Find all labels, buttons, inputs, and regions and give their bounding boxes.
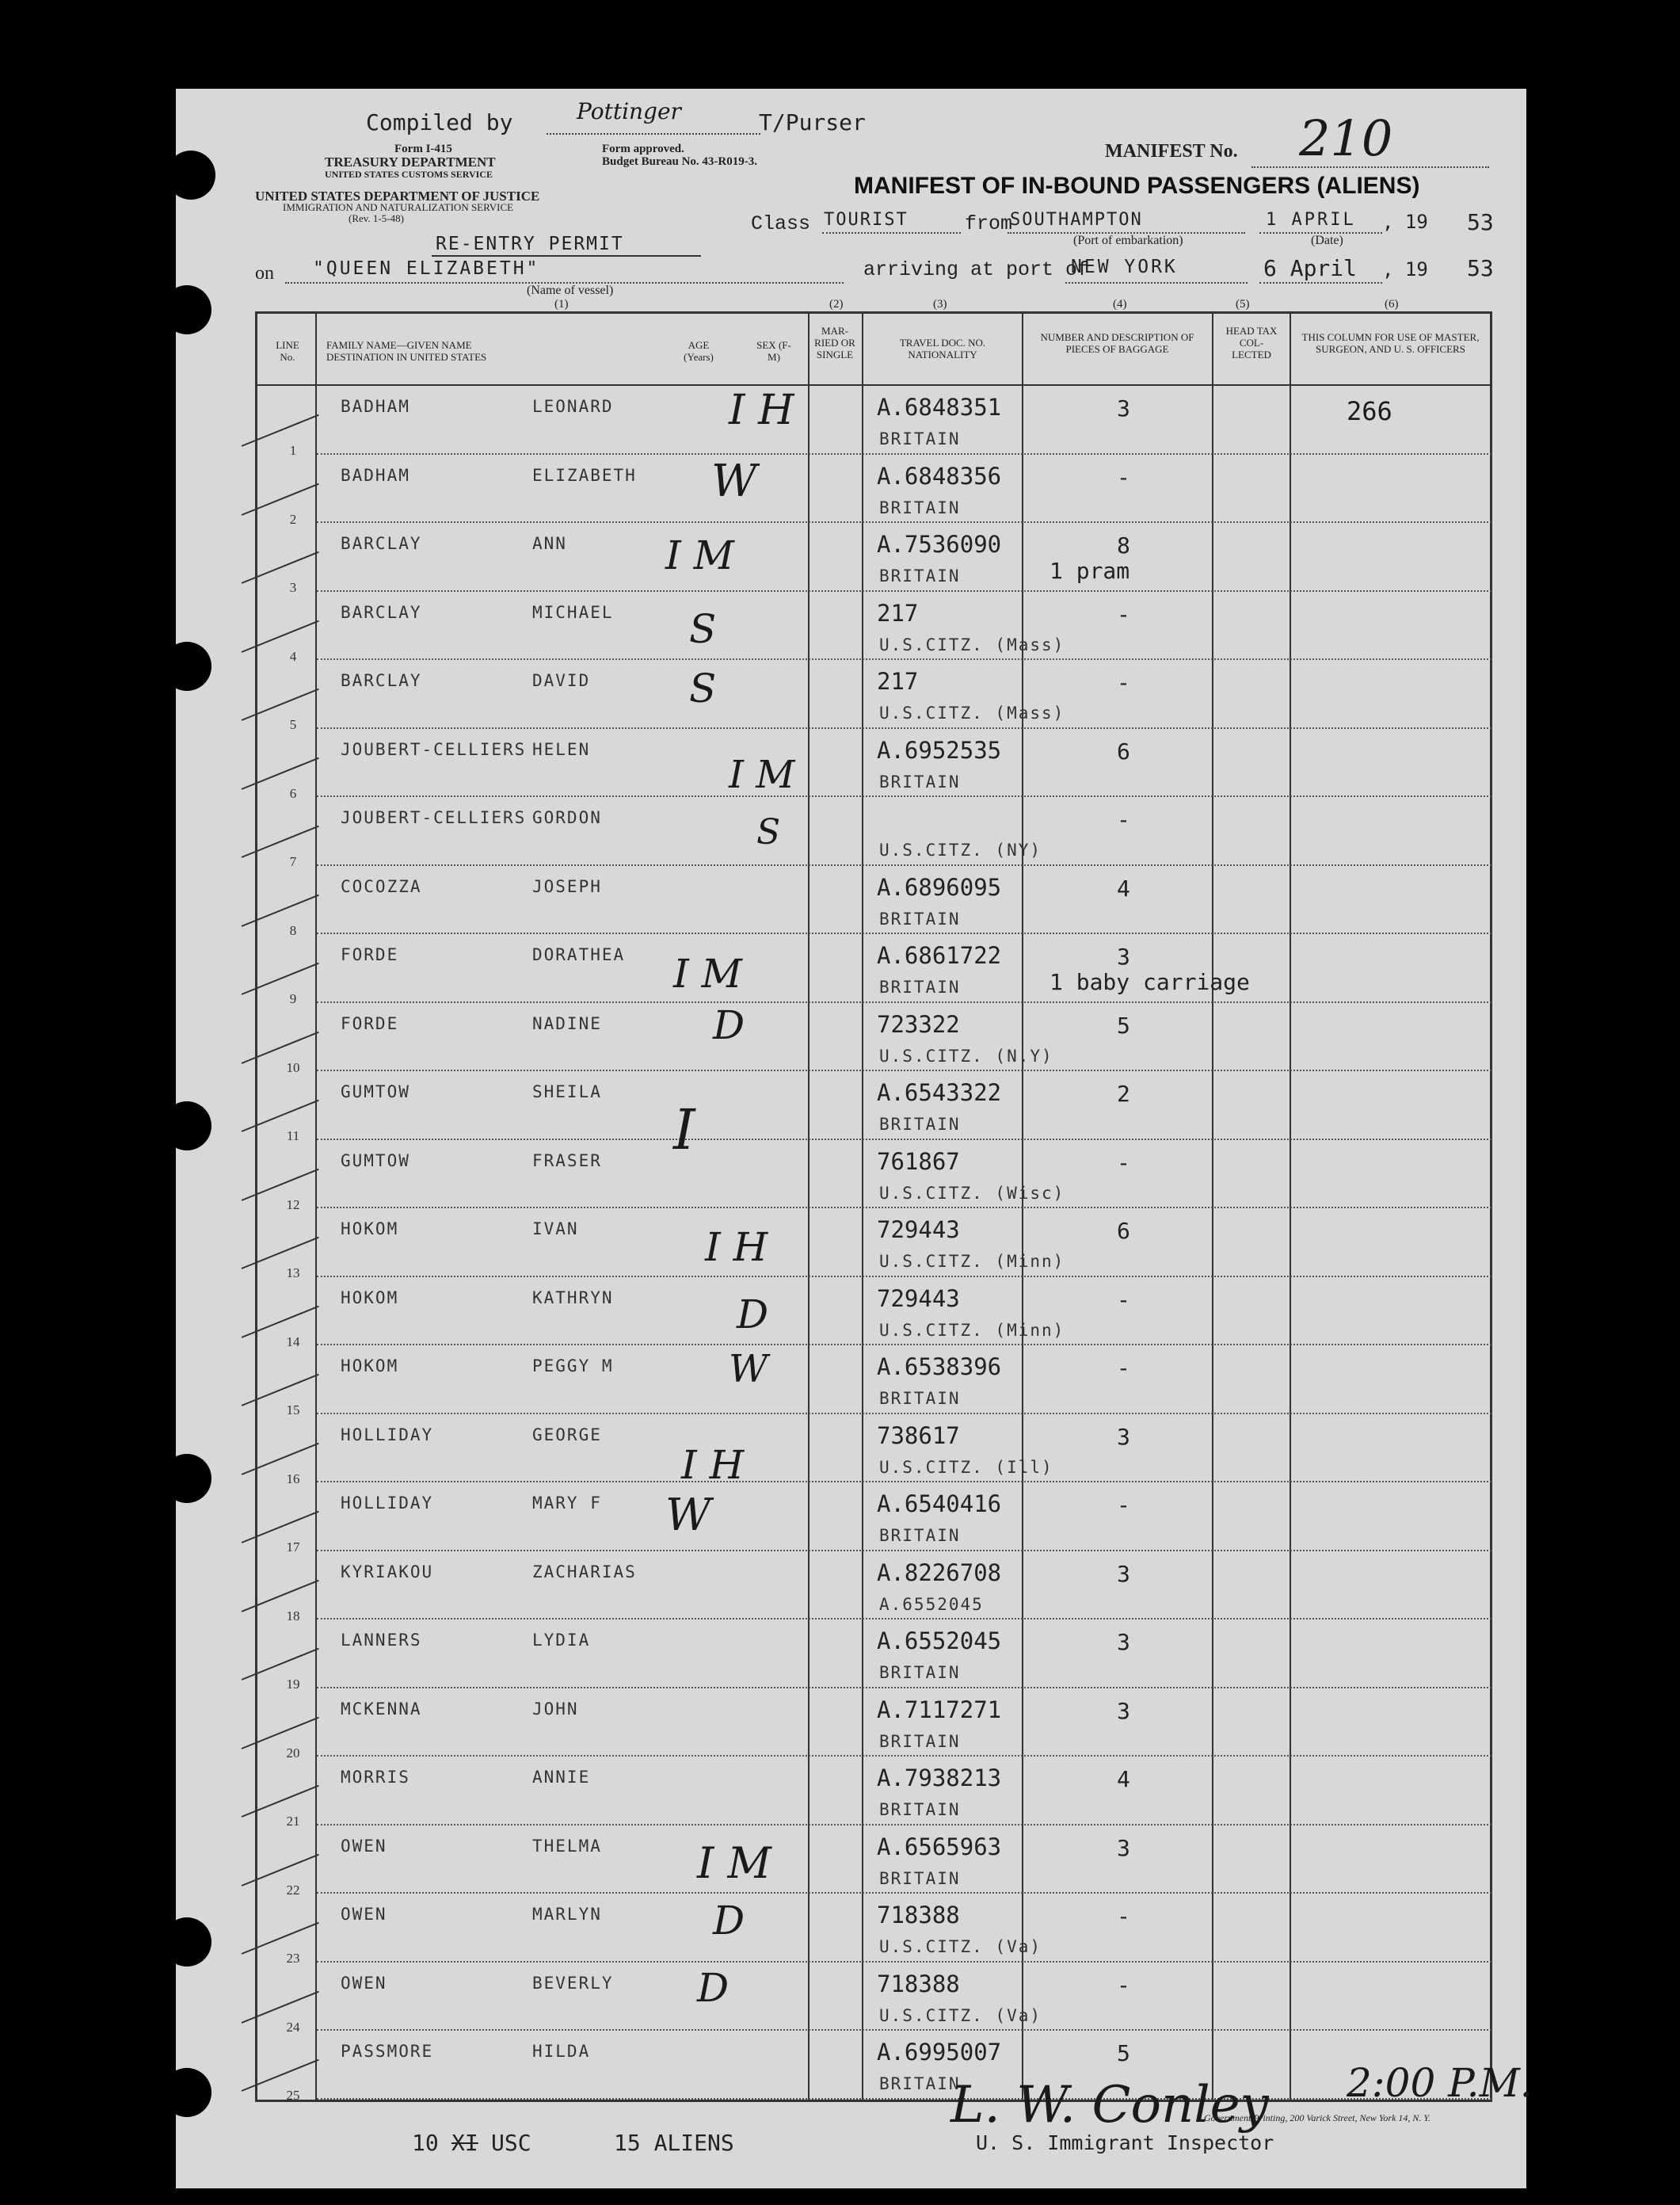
nationality: BRITAIN [879, 772, 961, 792]
embark-year-prefix: , 19 [1382, 211, 1428, 233]
compiled-by-line [547, 133, 760, 135]
given-name: LEONARD [532, 397, 614, 416]
compiled-role: T/Purser [759, 109, 866, 135]
col-header-baggage: NUMBER AND DESCRIPTION OF PIECES OF BAGGAGE [1040, 331, 1194, 355]
baggage-count: - [1117, 464, 1130, 490]
class-label: Class [751, 212, 811, 235]
reentry-permit: RE-ENTRY PERMIT [436, 234, 624, 254]
line-number: 23 [286, 1951, 300, 1966]
row-divider [317, 727, 1491, 729]
nationality: BRITAIN [879, 1663, 961, 1682]
table-bottom-border [255, 2100, 1492, 2102]
row-divider [317, 933, 1491, 934]
nationality: BRITAIN [879, 1389, 961, 1408]
nationality: U.S.CITZ. (Mass) [879, 635, 1065, 654]
family-name: BARCLAY [341, 602, 422, 622]
baggage-count: 3 [1117, 1697, 1130, 1724]
nationality: BRITAIN [879, 567, 961, 586]
travel-doc-no: 761867 [877, 1147, 960, 1175]
given-name: SHEILA [532, 1082, 602, 1101]
given-name: MARY F [532, 1494, 602, 1513]
arrival-date: 6 April [1263, 255, 1358, 281]
mark-owen-d1: D [713, 1898, 745, 1944]
travel-doc-no: A.6896095 [877, 873, 1002, 901]
travel-doc-no: A.6861722 [877, 942, 1002, 969]
baggage-count: 4 [1117, 1766, 1130, 1792]
line-number: 18 [286, 1608, 300, 1623]
family-name: GUMTOW [341, 1150, 410, 1170]
inspection-time: 2:00 P.M. [1347, 2060, 1533, 2106]
mark-forde-m: I M [673, 951, 742, 997]
nationality: U.S.CITZ. (NY) [879, 841, 1042, 860]
travel-doc-no: 217 [877, 668, 919, 695]
family-name: MORRIS [341, 1768, 410, 1787]
given-name: HELEN [532, 739, 591, 759]
col-header-travel: TRAVEL DOC. NO. NATIONALITY [899, 337, 986, 361]
line-number: 10 [286, 1059, 300, 1075]
baggage-count: 5 [1117, 1012, 1130, 1039]
baggage-count: - [1117, 601, 1130, 628]
budget-bureau: Budget Bureau No. 43-R019-3. [602, 155, 757, 168]
usc-count: 10 [412, 2130, 439, 2156]
baggage-count: - [1117, 1286, 1130, 1313]
nationality: BRITAIN [879, 978, 961, 997]
punch-hole [162, 1101, 211, 1150]
col-header-line: LINE No. [276, 339, 299, 363]
nationality: U.S.CITZ. (N.Y) [879, 1046, 1053, 1066]
col-header-age: AGE (Years) [684, 339, 714, 363]
baggage-count: 3 [1117, 944, 1130, 970]
baggage-description: 1 pram [1050, 558, 1130, 584]
baggage-count: 8 [1117, 532, 1130, 559]
ins-name: IMMIGRATION AND NATURALIZATION SERVICE [283, 201, 514, 213]
baggage-count: 4 [1117, 875, 1130, 902]
family-name: GUMTOW [341, 1082, 410, 1101]
page-title: MANIFEST OF IN-BOUND PASSENGERS (ALIENS) [854, 173, 1420, 199]
baggage-count: 6 [1117, 1218, 1130, 1244]
travel-doc-no: 718388 [877, 1970, 960, 1997]
travel-doc-no: 718388 [877, 1902, 960, 1928]
row-divider [317, 453, 1491, 455]
mark-gumtow-i: I [673, 1097, 695, 1162]
arriving-label: arriving at port of [863, 258, 1090, 281]
line-number: 9 [289, 991, 297, 1006]
form-approved: Form approved. [602, 143, 684, 155]
col-number-4: (4) [1113, 298, 1127, 311]
baggage-count: 3 [1117, 1423, 1130, 1450]
given-name: IVAN [532, 1219, 579, 1238]
family-name: MCKENNA [341, 1699, 422, 1719]
travel-doc-no: 217 [877, 599, 919, 627]
row-divider [317, 1824, 1491, 1825]
col-header-headtax: HEAD TAX COL-LECTED [1225, 325, 1278, 361]
baggage-count: - [1117, 1903, 1130, 1929]
usc-label: USC [491, 2130, 531, 2156]
row-divider [317, 1139, 1491, 1140]
line-number: 11 [286, 1128, 300, 1143]
embark-date: 1 APRIL [1266, 210, 1356, 230]
family-name: HOKOM [341, 1219, 399, 1238]
arrival-year-prefix: , 19 [1382, 258, 1428, 280]
mark-holliday-w: W [665, 1490, 711, 1541]
family-name: OWEN [341, 1836, 387, 1856]
family-name: OWEN [341, 1973, 387, 1993]
rev-date: (Rev. 1-5-48) [349, 212, 404, 224]
nationality: U.S.CITZ. (Wisc) [879, 1183, 1065, 1203]
line-number: 6 [289, 785, 297, 801]
given-name: GORDON [532, 808, 602, 827]
family-name: HOKOM [341, 1288, 399, 1307]
punch-hole [162, 1917, 211, 1967]
usc-struck: XI [451, 2130, 478, 2156]
mark-owen-m: I M [697, 1838, 771, 1888]
vessel-name: "QUEEN ELIZABETH" [313, 258, 540, 279]
family-name: PASSMORE [341, 2042, 434, 2061]
line-number: 12 [286, 1196, 300, 1212]
given-name: JOHN [532, 1699, 579, 1719]
baggage-count: - [1117, 807, 1130, 833]
arrival-date-line [1259, 282, 1382, 284]
row-divider [317, 590, 1491, 592]
class-line [822, 232, 961, 234]
row-divider [317, 521, 1491, 523]
given-name: NADINE [532, 1013, 602, 1033]
baggage-count: 3 [1117, 1629, 1130, 1655]
aliens-count: 15 ALIENS [614, 2130, 734, 2156]
embark-year: 53 [1467, 209, 1494, 235]
family-name: COCOZZA [341, 876, 422, 896]
nationality: U.S.CITZ. (Minn) [879, 1252, 1065, 1271]
inspector-signature: L. W. Conley [950, 2076, 1269, 2134]
nationality: BRITAIN [879, 1731, 961, 1751]
mark-hokom-d: D [737, 1291, 769, 1337]
col-number-1: (1) [554, 298, 569, 311]
manifest-no-label: MANIFEST No. [1105, 141, 1238, 162]
family-name: FORDE [341, 945, 399, 964]
travel-doc-no: 723322 [877, 1010, 960, 1038]
baggage-count: 3 [1117, 395, 1130, 422]
nationality: U.S.CITZ. (Ill) [879, 1457, 1053, 1477]
row-divider [317, 1276, 1491, 1277]
given-name: ZACHARIAS [532, 1562, 637, 1581]
from-value: SOUTHAMPTON [1010, 210, 1143, 230]
punch-hole [162, 285, 211, 334]
family-name: JOUBERT-CELLIERS [341, 739, 527, 759]
col-number-5: (5) [1236, 298, 1250, 311]
line-number: 21 [286, 1814, 300, 1829]
mark-barclay-s2: S [689, 666, 717, 711]
row-divider [317, 2098, 1491, 2100]
line-number: 4 [289, 648, 297, 664]
given-name: ELIZABETH [532, 465, 637, 485]
table-left-border [255, 311, 257, 2102]
nationality: BRITAIN [879, 2074, 961, 2093]
row-divider [317, 1344, 1491, 1345]
col-header-destination: DESTINATION IN UNITED STATES [326, 351, 487, 363]
given-name: HILDA [532, 2042, 591, 2061]
from-label: from [965, 212, 1013, 235]
line-number: 25 [286, 2088, 300, 2103]
travel-doc-no: A.6552045 [877, 1627, 1002, 1654]
row-divider [317, 1413, 1491, 1414]
travel-doc-no: 729443 [877, 1216, 960, 1243]
line-number: 8 [289, 922, 297, 938]
travel-doc-no: A.6848351 [877, 394, 1002, 421]
compiled-by-label: Compiled by [366, 109, 513, 135]
row-divider [317, 864, 1491, 866]
baggage-description: 1 baby carriage [1050, 969, 1250, 995]
col-number-6: (6) [1385, 298, 1399, 311]
mark-holliday-h: I H [681, 1442, 745, 1488]
punch-hole [162, 642, 211, 691]
class-value: TOURIST [824, 210, 909, 230]
mark-barclay-s1: S [689, 606, 717, 652]
row-divider [317, 1961, 1491, 1963]
given-name: THELMA [532, 1836, 602, 1856]
customs-service: UNITED STATES CUSTOMS SERVICE [325, 169, 493, 180]
arrival-port-line [1065, 282, 1248, 284]
row-divider [317, 1687, 1491, 1688]
printer-credit: Government Printing, 200 Varick Street, New York 14, N. Y. [1204, 2112, 1430, 2123]
line-number: 24 [286, 2019, 300, 2035]
family-name: HOKOM [341, 1356, 399, 1375]
on-label: on [255, 263, 274, 284]
row-divider [317, 1481, 1491, 1482]
col-number-3: (3) [933, 298, 947, 311]
arrival-year: 53 [1467, 255, 1494, 281]
baggage-count: - [1117, 1355, 1130, 1381]
given-name: MARLYN [532, 1905, 602, 1924]
travel-doc-no: 738617 [877, 1421, 960, 1449]
baggage-count: - [1117, 1971, 1130, 1998]
nationality: A.6552045 [879, 1594, 984, 1614]
line-number: 19 [286, 1677, 300, 1692]
table-top-border [255, 311, 1492, 314]
treasury-dept: TREASURY DEPARTMENT [325, 155, 496, 170]
mark-forde-d: D [713, 1002, 745, 1048]
date-caption: (Date) [1311, 234, 1343, 247]
nationality: BRITAIN [879, 909, 961, 929]
officer-number: 266 [1347, 396, 1392, 426]
row-divider [317, 1207, 1491, 1208]
col-number-2: (2) [829, 298, 844, 311]
line-number: 5 [289, 717, 297, 732]
mark-badham-h: I H [729, 387, 794, 434]
given-name: DAVID [532, 671, 591, 690]
mark-barclay-m: I M [665, 532, 734, 578]
given-name: DORATHEA [532, 945, 626, 964]
mark-owen-d2: D [697, 1965, 730, 2011]
nationality: BRITAIN [879, 1526, 961, 1545]
travel-doc-no: A.6538396 [877, 1353, 1002, 1380]
baggage-count: 2 [1117, 1081, 1130, 1107]
line-number: 2 [289, 511, 297, 527]
row-divider [317, 2029, 1491, 2031]
line-number: 3 [289, 580, 297, 595]
baggage-count: 3 [1117, 1560, 1130, 1587]
mark-joubert-s: S [756, 812, 781, 853]
vessel-caption: (Name of vessel) [527, 284, 614, 297]
given-name: ANNIE [532, 1768, 591, 1787]
form-number: Form I-415 [394, 143, 452, 155]
travel-doc-no: A.6543322 [877, 1079, 1002, 1106]
given-name: PEGGY M [532, 1356, 614, 1375]
travel-doc-no: A.7536090 [877, 531, 1002, 558]
nationality: U.S.CITZ. (Minn) [879, 1320, 1065, 1340]
col-header-officers: THIS COLUMN FOR USE OF MASTER, SURGEON, AND U. S. OFFICERS [1301, 331, 1480, 355]
family-name: LANNERS [341, 1631, 422, 1650]
manifest-no-line [1251, 166, 1489, 168]
punch-hole [166, 151, 215, 200]
punch-hole [162, 1454, 211, 1503]
given-name: GEORGE [532, 1425, 602, 1444]
baggage-count: - [1117, 1492, 1130, 1518]
travel-doc-no: 729443 [877, 1284, 960, 1312]
line-number: 22 [286, 1882, 300, 1898]
row-divider [317, 1892, 1491, 1894]
nationality: BRITAIN [879, 429, 961, 448]
family-name: BARCLAY [341, 534, 422, 553]
nationality: BRITAIN [879, 1800, 961, 1819]
given-name: KATHRYN [532, 1288, 614, 1307]
travel-doc-no: A.6540416 [877, 1490, 1002, 1517]
punch-hole [162, 2068, 211, 2117]
row-divider [317, 1618, 1491, 1619]
compiled-by-signature: Pottinger [577, 98, 681, 124]
mark-joubert-m: I M [729, 753, 795, 797]
line-number: 13 [286, 1265, 300, 1280]
line-number: 16 [286, 1471, 300, 1486]
row-divider [317, 1550, 1491, 1551]
travel-doc-no: A.7938213 [877, 1764, 1002, 1791]
manifest-no-value: 210 [1299, 109, 1393, 167]
given-name: JOSEPH [532, 876, 602, 896]
family-name: HOLLIDAY [341, 1425, 434, 1444]
doj-name: UNITED STATES DEPARTMENT OF JUSTICE [255, 189, 540, 204]
line-number: 1 [289, 443, 297, 458]
row-divider [317, 1070, 1491, 1071]
baggage-count: 3 [1117, 1834, 1130, 1861]
travel-doc-no: A.6565963 [877, 1833, 1002, 1860]
family-name: OWEN [341, 1905, 387, 1924]
travel-doc-no: A.6995007 [877, 2039, 1002, 2066]
line-number: 14 [286, 1333, 300, 1349]
line-number: 17 [286, 1539, 300, 1555]
line-number: 20 [286, 1745, 300, 1761]
family-name: BADHAM [341, 397, 410, 416]
family-name: BARCLAY [341, 671, 422, 690]
col-header-sex: SEX (F-M) [756, 339, 791, 363]
col-header-married: MAR-RIED OR SINGLE [814, 325, 855, 361]
inspector-label: U. S. Immigrant Inspector [976, 2131, 1274, 2154]
nationality: BRITAIN [879, 1868, 961, 1888]
baggage-count: 6 [1117, 738, 1130, 765]
row-divider [317, 1001, 1491, 1003]
header-row-border [255, 384, 1492, 386]
family-name: BADHAM [341, 465, 410, 485]
nationality: U.S.CITZ. (Va) [879, 1937, 1042, 1956]
travel-doc-no: A.6952535 [877, 736, 1002, 764]
mark-hokom-w: W [729, 1347, 768, 1391]
family-name: KYRIAKOU [341, 1562, 434, 1581]
baggage-count: - [1117, 670, 1130, 696]
row-divider [317, 1755, 1491, 1757]
arrival-port: NEW YORK [1071, 257, 1178, 277]
nationality: BRITAIN [879, 1115, 961, 1134]
nationality: BRITAIN [879, 498, 961, 517]
nationality: U.S.CITZ. (Va) [879, 2005, 1042, 2025]
reentry-underline [432, 255, 701, 257]
mark-hokom-h: I H [705, 1224, 768, 1270]
family-name: FORDE [341, 1013, 399, 1033]
baggage-count: - [1117, 1149, 1130, 1176]
given-name: BEVERLY [532, 1973, 614, 1993]
port-embark-caption: (Port of embarkation) [1073, 234, 1183, 247]
line-number: 7 [289, 854, 297, 869]
travel-doc-no: A.8226708 [877, 1558, 1002, 1586]
mark-badham-w: W [711, 456, 757, 507]
travel-doc-no: A.7117271 [877, 1696, 1002, 1723]
family-name: HOLLIDAY [341, 1494, 434, 1513]
given-name: MICHAEL [532, 602, 614, 622]
row-divider [317, 795, 1491, 797]
family-name: JOUBERT-CELLIERS [341, 808, 527, 827]
baggage-count: 5 [1117, 2040, 1130, 2066]
given-name: LYDIA [532, 1631, 591, 1650]
given-name: FRASER [532, 1150, 602, 1170]
given-name: ANN [532, 534, 567, 553]
line-number: 15 [286, 1402, 300, 1417]
nationality: U.S.CITZ. (Mass) [879, 704, 1065, 723]
col-header-name: FAMILY NAME—GIVEN NAME [326, 339, 472, 351]
travel-doc-no: A.6848356 [877, 462, 1002, 490]
row-divider [317, 658, 1491, 660]
